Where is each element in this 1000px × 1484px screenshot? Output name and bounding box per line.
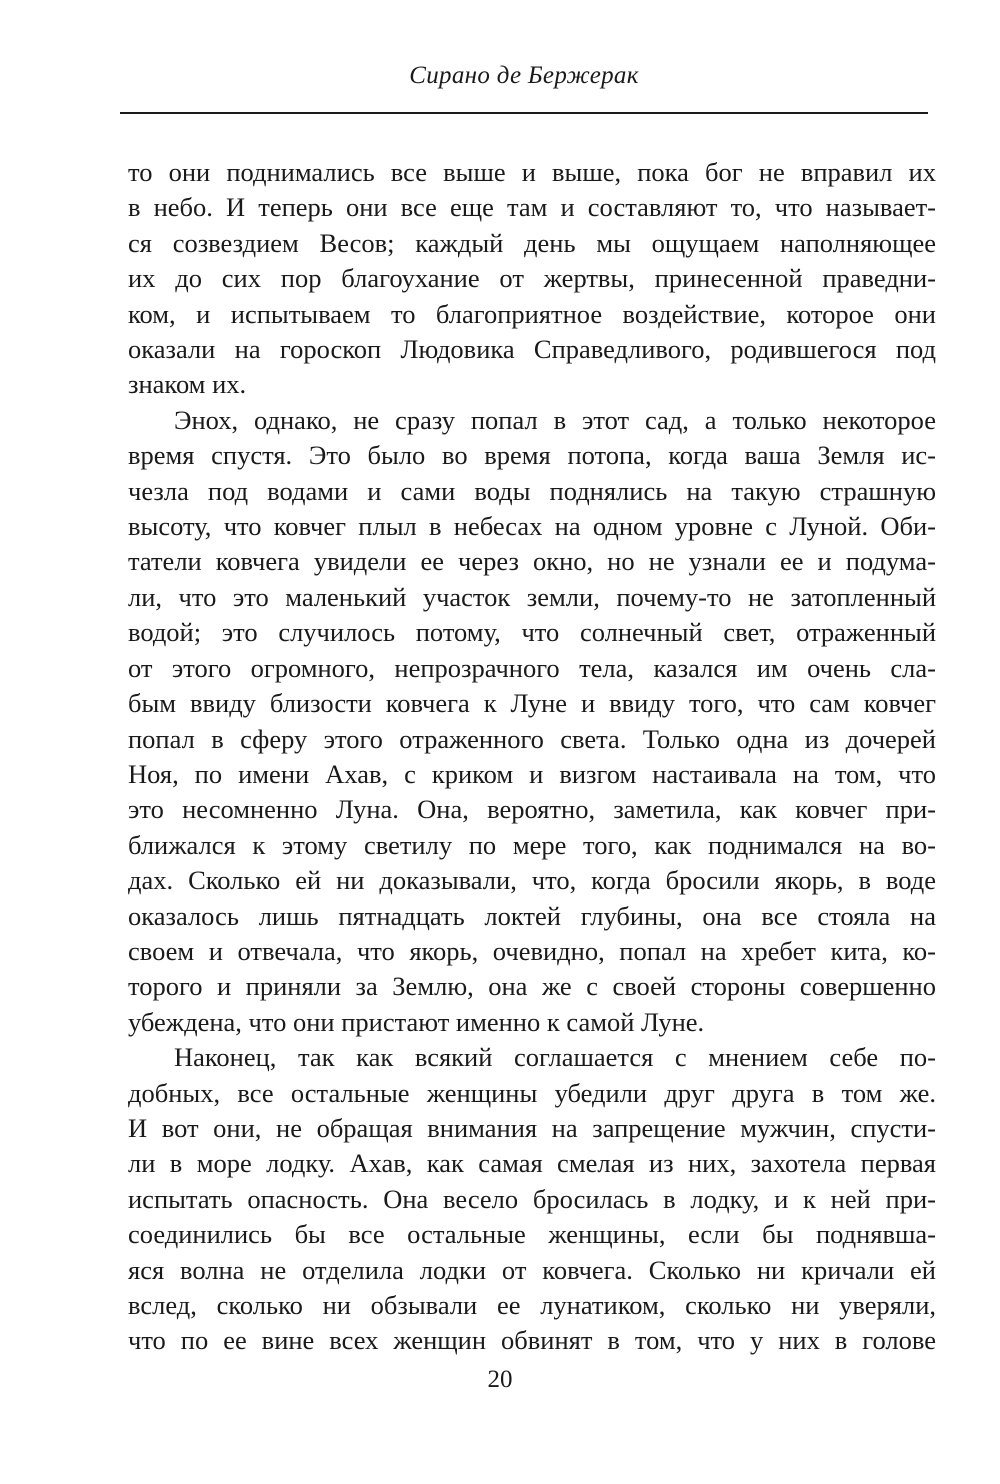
paragraph-2-line: от этого огромного, непрозрачного тела, казался им очень сла- bbox=[128, 652, 936, 683]
paragraph-1-line: то они поднимались все выше и выше, пока бог не вправил их bbox=[128, 157, 936, 187]
running-head: Сирано де Бержерак bbox=[409, 62, 639, 89]
header-rule bbox=[120, 112, 928, 114]
paragraph-1-line: знаком их. bbox=[128, 369, 247, 400]
paragraph-3-line: И вот они, не обращая внимания на запрещение мужчин, спусти- bbox=[128, 1112, 936, 1143]
paragraph-1-line: в небо. И теперь они все еще там и составляют то, что называет- bbox=[128, 192, 936, 223]
paragraph-3-line: Наконец, так как всякий соглашается с мнением себе по- bbox=[174, 1042, 936, 1073]
paragraph-1-line: оказали на гороскоп Людовика Справедливого, родившегося под bbox=[128, 334, 936, 365]
paragraph-2-line: убеждена, что они пристают именно к самой Луне. bbox=[128, 1006, 705, 1037]
paragraph-2-line: дах. Сколько ей ни доказывали, что, когда бросили якорь, в воде bbox=[128, 865, 936, 896]
paragraph-2-line: оказалось лишь пятнадцать локтей глубины, она все стояла на bbox=[128, 900, 936, 931]
paragraph-1-line: ком, и испытываем то благоприятное воздействие, которое они bbox=[128, 298, 936, 329]
paragraph-1-line: их до сих пор благоухание от жертвы, принесенной праведни- bbox=[128, 263, 936, 294]
paragraph-2-line: Энох, однако, не сразу попал в этот сад, а только некоторое bbox=[174, 404, 936, 435]
paragraph-3-line: яся волна не отделила лодки от ковчега. Сколько ни кричали ей bbox=[128, 1254, 936, 1285]
paragraph-3-line: вслед, сколько ни обзывали ее лунатиком, сколько ни уверяли, bbox=[128, 1290, 936, 1320]
paragraph-2-line: своем и отвечала, что якорь, очевидно, попал на хребет кита, ко- bbox=[128, 935, 936, 966]
paragraph-2-line: ли, что это маленький участок земли, почему-то не затопленный bbox=[128, 581, 936, 612]
paragraph-2-line: чезла под водами и сами воды поднялись на такую страшную bbox=[128, 475, 936, 506]
paragraph-3-line: что по ее вине всех женщин обвинят в том, что у них в голове bbox=[128, 1325, 936, 1356]
paragraph-3-line: ли в море лодку. Ахав, как самая смелая из них, захотела первая bbox=[128, 1148, 936, 1179]
paragraph-2-line: водой; это случилось потому, что солнечный свет, отраженный bbox=[128, 617, 936, 648]
paragraph-3-line: добных, все остальные женщины убедили друг друга в том же. bbox=[128, 1077, 936, 1108]
paragraph-3-line: испытать опасность. Она весело бросилась в лодку, и к ней при- bbox=[128, 1183, 936, 1214]
paragraph-2-line: татели ковчега увидели ее через окно, но не узнали ее и подума- bbox=[128, 546, 936, 577]
paragraph-2-line: торого и приняли за Землю, она же с своей стороны совершенно bbox=[128, 971, 936, 1002]
body-text bbox=[128, 155, 936, 1359]
paragraph-3-line: соединились бы все остальные женщины, если бы поднявша- bbox=[128, 1219, 936, 1250]
paragraph-2-line: это несомненно Луна. Она, вероятно, заметила, как ковчег при- bbox=[128, 794, 936, 825]
page-number: 20 bbox=[487, 1366, 513, 1393]
paragraph-2-line: попал в сферу этого отраженного света. Только одна из дочерей bbox=[128, 723, 936, 754]
paragraph-1-line: ся созвездием Весов; каждый день мы ощущаем наполняющее bbox=[128, 227, 936, 258]
paragraph-2-line: высоту, что ковчег плыл в небесах на одном уровне с Луной. Оби- bbox=[128, 511, 936, 542]
paragraph-2-line: Ноя, по имени Ахав, с криком и визгом настаивала на том, что bbox=[128, 758, 936, 789]
paragraph-2-line: бым ввиду близости ковчега к Луне и ввиду того, что сам ковчег bbox=[128, 688, 936, 719]
paragraph-2-line: ближался к этому светилу по мере того, как поднимался на во- bbox=[128, 829, 936, 860]
paragraph-2-line: время спустя. Это было во время потопа, когда ваша Земля ис- bbox=[128, 440, 936, 471]
